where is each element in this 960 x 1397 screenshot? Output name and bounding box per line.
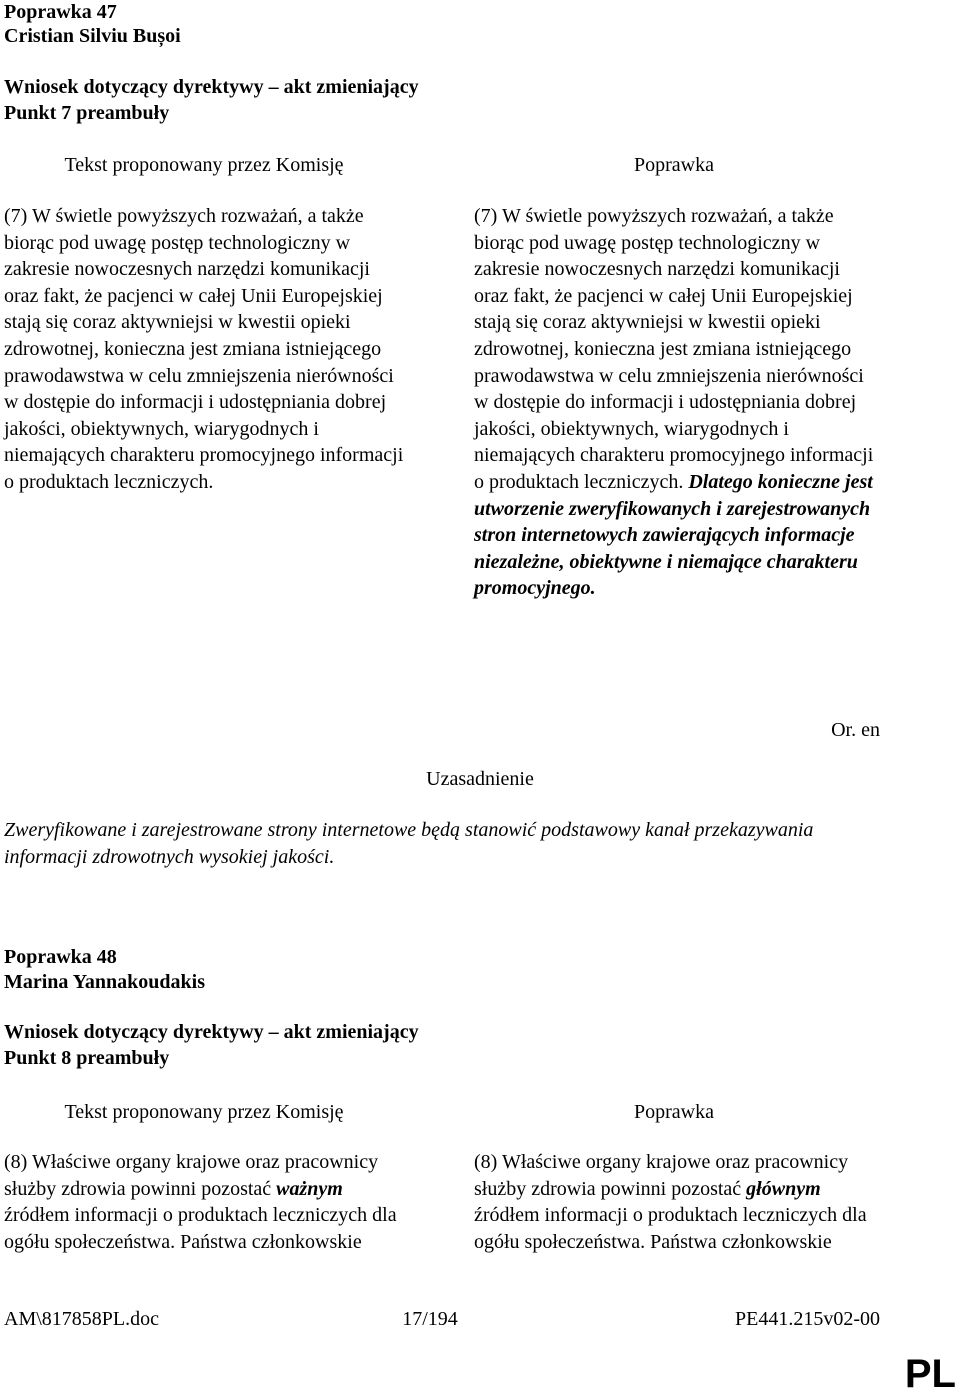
commission-text-column xyxy=(4,203,404,496)
commission-text-part: (8) Właściwe organy krajowe oraz pracownicy służby zdrowia powinni pozostać xyxy=(4,1151,379,1200)
amendment-47-title: Poprawka 47 xyxy=(4,1,117,23)
amendment-text-part: (8) Właściwe organy krajowe oraz pracownicy służby zdrowia powinni pozostać xyxy=(474,1151,849,1200)
commission-text-heading-48: Tekst proponowany przez Komisję xyxy=(64,1101,344,1123)
language-mark: PL xyxy=(904,1352,956,1396)
commission-text-paragraph-48 xyxy=(4,1149,404,1255)
commission-text-column-48 xyxy=(4,1149,404,1255)
amendment-text-part: źródłem informacji o produktach leczniczych dla ogółu społeczeństwa. Państwa członkowskie xyxy=(474,1204,867,1253)
commission-text-heading: Tekst proponowany przez Komisję xyxy=(64,154,344,176)
amendment-text-column xyxy=(474,203,874,602)
amendment-text-emphasis: głównym xyxy=(746,1177,821,1200)
amendment-text-added: Dlatego konieczne jest utworzenie zweryfikowanych i zarejestrowanych stron internetowych zawierających informacje niezależne, obiektywne i niemające charakteru promocyjnego. xyxy=(474,470,873,600)
justification-text: Zweryfikowane i zarejestrowane strony internetowe będą stanowić podstawowy kanał przekazywania informacji zdrowotnych wysokiej jakości. xyxy=(4,819,814,868)
amendment-48-point: Punkt 8 preambuły xyxy=(4,1047,170,1069)
amendment-text-paragraph xyxy=(474,203,874,602)
amendment-text-paragraph-48 xyxy=(474,1149,874,1255)
commission-text-part: źródłem informacji o produktach leczniczych dla ogółu społeczeństwa. Państwa członkowskie xyxy=(4,1204,397,1253)
amendment-47-author: Cristian Silviu Bușoi xyxy=(4,25,181,47)
amendment-48-proposal: Wniosek dotyczący dyrektywy – akt zmieniający xyxy=(4,1021,419,1043)
footer-pe-ref: PE441.215v02-00 xyxy=(735,1308,880,1330)
amendment-text-column-48 xyxy=(474,1149,874,1255)
amendment-48-author: Marina Yannakoudakis xyxy=(4,971,205,993)
commission-text-emphasis: ważnym xyxy=(276,1177,343,1200)
justification-heading: Uzasadnienie xyxy=(426,768,534,790)
amendment-48-title: Poprawka 48 xyxy=(4,946,117,968)
footer-page-number: 17/194 xyxy=(402,1308,458,1330)
amendment-47-proposal: Wniosek dotyczący dyrektywy – akt zmieniający xyxy=(4,76,419,98)
footer-doc-ref: AM\817858PL.doc xyxy=(4,1308,159,1330)
amendment-heading-48: Poprawka xyxy=(634,1101,714,1123)
original-language: Or. en xyxy=(831,719,880,741)
amendment-heading: Poprawka xyxy=(634,154,714,176)
commission-text-paragraph: (7) W świetle powyższych rozważań, a także biorąc pod uwagę postęp technologiczny w zakresie nowoczesnych narzędzi komunikacji oraz fakt, że pacjenci w całej Unii Europejskiej stają się coraz aktywniejsi w kwestii opieki zdrowotnej, konieczna jest zmiana istniejącego prawodawstwa w celu zmniejszenia nierówności w dostępie do informacji i udostępniania dobrej jakości, obiektywnych, wiarygodnych i niemających charakteru promocyjnego informacji o produktach leczniczych. xyxy=(4,205,404,493)
amendment-text-unchanged: (7) W świetle powyższych rozważań, a także biorąc pod uwagę postęp technologiczny w zakresie nowoczesnych narzędzi komunikacji oraz fakt, że pacjenci w całej Unii Europejskiej stają się coraz aktywniejsi w kwestii opieki zdrowotnej, konieczna jest zmiana istniejącego prawodawstwa w celu zmniejszenia nierówności w dostępie do informacji i udostępniania dobrej jakości, obiektywnych, wiarygodnych i niemających charakteru promocyjnego informacji o produktach leczniczych. xyxy=(474,205,874,493)
amendment-47-point: Punkt 7 preambuły xyxy=(4,102,170,124)
